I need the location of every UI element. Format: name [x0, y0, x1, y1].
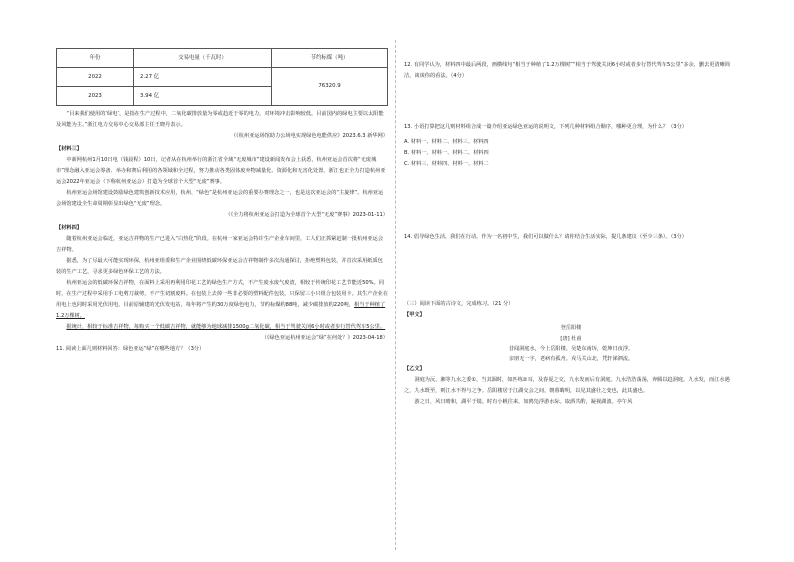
material-4-heading: 【材料四】	[56, 225, 82, 231]
table-cell-power: 2.27 亿	[134, 68, 272, 87]
material-2-source: （《杭州亚运场馆助力公场电实现绿色电能供应》2023.6.3 新华网）	[230, 133, 388, 139]
left-column	[56, 48, 388, 355]
material-3-source: （《全力将杭州亚运会打造为全球首个大型“无废”赛事》2023-01-11）	[225, 212, 388, 218]
poem-author: [唐] 杜甫	[560, 336, 582, 342]
material-4-paragraph-2: 据悉，为了尽最大可能实现环保，杭州亚组委和生产企业围绕低碳环保亚运会吉祥物制作多次沟通探讨，拒绝塑料包装，并首次采用纸质包装的生产工艺，寻求更多绿色环保工艺的方法。	[56, 258, 383, 275]
material-2-text: “目来我们使用的‘绿电’，是指在生产过程中，二氧化碳排放量为零或趋近于零的电力，对环境冲击影响较低。目前国内的绿电主要以太阳能及风能为主。”浙江电力交易中心交易部主任王晓丹表示。	[56, 111, 384, 128]
question-11: 11. 阅读上面几则材料回答：绿色亚运“绿”在哪些地方？（3分）	[56, 346, 205, 352]
material-4-paragraph-1: 随着杭州亚运会临近，亚运吉祥物的生产已进入“白热化”阶段。在杭州一家亚运会特许生产企业车间里，工人们正抓紧赶制一批杭州亚运会吉祥物。	[56, 236, 384, 253]
poem-line-1: 昔闻洞庭水，今上岳阳楼。吴楚东南坼，乾坤日夜浮。	[508, 346, 634, 352]
text-b-label: 【乙文】	[404, 366, 425, 372]
text-a-label: 【甲文】	[404, 312, 425, 318]
material-4-paragraph-3	[56, 278, 388, 322]
material-3-paragraph-1: 中新网杭州1月10日电（钱晨程）10日，记者从在杭州举行的浙江省全域“无废城市”建设新闻发布会上获悉，杭州亚运会首次将“无废城市”理念融入亚运会筹备、举办和赛后利用的各领域和全过程，努力推动各类固体废弃物减量化、资源化和无害化处置，浙江也正全力打造杭州亚运会2022年亚运会（下称杭州亚运会）打造为全球首个大型“无废”赛事。	[56, 157, 386, 185]
section-3-heading: （三）阅读下面的古诗文，完成练习。（21 分）	[404, 301, 514, 307]
table-header-year: 年份	[57, 49, 134, 68]
table-cell-coal: 76320.9	[272, 68, 388, 106]
material-4-paragraph-3-text: 杭州亚运会的低碳环保吉祥物，在面料上采用再利用印花工艺的绿色生产方式，不产生废水废气废渣，相较于传统印花工艺节能近50%。同时，在生产过程中采用手工电剪刀裁剪，不产生切割废料。在包装上去掉一些非必要的塑料配件包装，只保留三小只组合包装用卡。其生产企业在用电上也同时采用光伏用电，目前原辅建的光伏发电站，每年将产生约30万度绿色电力，节约标煤约88吨，减少碳排放约220吨，	[56, 280, 389, 308]
power-table	[56, 48, 388, 106]
underlined-sentence-2: 据统计，相较于标准吉祥物，每购买一个低碳吉祥物，就能够为地球减排1500g二氧化碳，相当于驾驶关闭6小时或者步行替代驾车5公里。	[66, 324, 386, 330]
material-4-source: （《绿色亚运杭州亚运会“绿”在何处？》2023-04-18）	[261, 335, 388, 341]
underlined-sentence-1: 相当于种植了1.2万棵树。	[56, 302, 386, 319]
table-cell-year: 2022	[57, 68, 134, 87]
material-3-heading: 【材料三】	[56, 146, 82, 152]
table-header-row	[57, 49, 388, 68]
material-3-paragraph-2: 杭州亚运会场馆建设鼓励绿色建筑创新技术应用，杭州、“绿色”是杭州亚运会的重要办赛理念之一，也是这次亚运会的“主旋律”。杭州亚运会场馆建设全生命周期彰显出绿色“无废”理念。	[56, 190, 384, 207]
table-header-power: 交易电量（千瓦时）	[134, 49, 272, 68]
table-cell-power: 3.94 亿	[134, 87, 272, 106]
poem-title: 登岳阳楼	[560, 325, 582, 331]
poem-line-2: 亲朋无一字，老病有孤舟。戎马关山北，凭轩涕泗流。	[508, 356, 634, 362]
right-column	[404, 60, 738, 408]
question-13: 13. 小语打算把这几则材料组合成一篇介绍亚运绿色亚运的说明文，下列几种材料组合顺序，哪种更合理，为什么？（3分）	[404, 124, 687, 130]
question-13-options	[404, 137, 738, 170]
question-14: 14. 倡导绿色生活，我们在行动。作为一名初中生，我们可以做什么？请你结合生活实际，提几条建议（至少三条）。（3分）	[404, 234, 687, 240]
question-12: 12. 有同学认为，材料四中最后两段，画横线句“相当于种植了1.2万棵树”“相当于驾驶关闭6小时或者步行替代驾车5公里”多余，删去更清晰简洁，谈谈你的看法。（4分）	[404, 62, 731, 79]
table-row	[57, 68, 388, 87]
option-c: C. 材料三、材料四、材料一、材料二	[404, 161, 489, 167]
text-b-paragraph-2: 游之日，风日晴和，湖平于镜。时有小帆往来，如鸥凫浮游水际。取酒共酌，凝视湖波。亭午风	[414, 399, 633, 405]
table-header-coal: 节约标煤（吨）	[272, 49, 388, 68]
option-b: B. 材料一、材料一、材料二、材料四	[404, 150, 489, 156]
option-a: A. 材料一、材料二、材料三、材料四	[404, 139, 489, 145]
column-divider	[395, 40, 396, 550]
text-b-paragraph-1: 洞庭为沅、湘等九水之委①，当其涸时，如匹练②耳，及春夏之交，九水发而后有洞庭。九水浩浩荡荡，奔腾以趋洞庭。九水发，而江水遇之，九水既至，则江水不得与之争。岳阳楼居于江湖交会之间，朝暮晦明，以见其盛壮之变也，此其盛也。	[404, 377, 730, 394]
table-cell-year: 2023	[57, 87, 134, 106]
